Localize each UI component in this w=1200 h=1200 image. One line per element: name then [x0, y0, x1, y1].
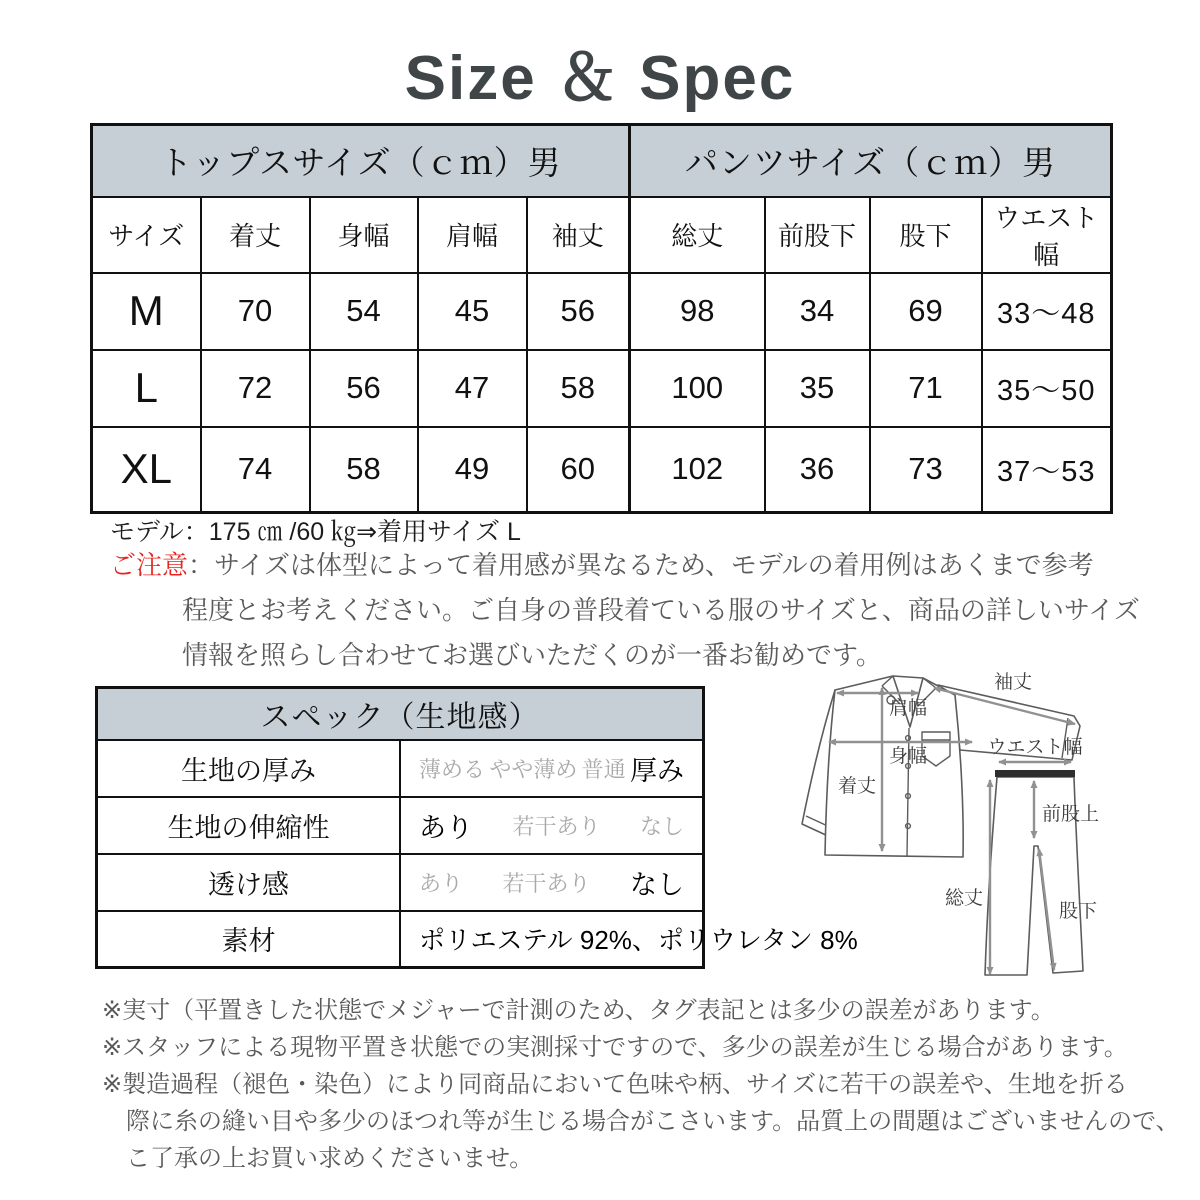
table-row-m: [92, 273, 1112, 350]
spec-row-thickness: [97, 740, 704, 797]
footnote-line: ※製造過程（褪色・染色）により同商品において色味や柄、サイズに若干の誤差や、生地を折る: [102, 1071, 1128, 1098]
model-note-label: モデル：: [110, 518, 209, 546]
measurement-diagram: [742, 652, 1162, 992]
value-cell: 69: [870, 273, 982, 350]
size-cell: XL: [92, 427, 201, 513]
col-header-waist: ウエスト幅: [982, 197, 1112, 273]
spec-option: 若干あり: [512, 813, 601, 839]
page-title: Size ＆ Spec: [404, 44, 796, 113]
spec-label: 生地の厚み: [97, 740, 401, 797]
total-length-label: 総丈: [944, 888, 983, 909]
spec-option-selected: あり: [419, 812, 473, 843]
table-row-l: [92, 350, 1112, 427]
value-cell: 49: [418, 427, 527, 513]
spec-option: なし: [639, 813, 684, 839]
body-width-label: 身幅: [889, 746, 928, 767]
value-cell: 73: [870, 427, 982, 513]
caution-line-2: 程度とお考えください。ご自身の普段着ている服のサイズと、商品の詳しいサイズ: [182, 595, 1140, 625]
waist-width-label: ウエスト幅: [987, 737, 1083, 758]
spec-options: [419, 863, 684, 902]
shoulder-width-label: 肩幅: [889, 698, 928, 719]
spec-label: 生地の伸縮性: [97, 797, 401, 854]
spec-options: [419, 749, 684, 788]
value-cell: 100: [630, 350, 765, 427]
col-header-front-rise: 前股下: [765, 197, 870, 273]
spec-row-material: [97, 911, 704, 968]
value-cell: 54: [310, 273, 418, 350]
col-header-size: サイズ: [92, 197, 201, 273]
spec-option: やや薄め: [489, 756, 578, 782]
group-header-pants: パンツサイズ（ｃｍ）男: [630, 125, 1112, 197]
waistband: [995, 770, 1075, 777]
size-table: [90, 123, 1113, 514]
col-header-total-length: 総丈: [630, 197, 765, 273]
spec-option: 普通: [581, 756, 626, 782]
footnote-line: ※スタッフによる現物平置き状態での実測採寸ですので、多少の誤差が生じる場合があります。: [102, 1034, 1128, 1061]
col-header-shoulder: 肩幅: [418, 197, 527, 273]
value-cell: 34: [765, 273, 870, 350]
caution-text-1: サイズは体型によって着用感が異なるため、モデルの着用例はあくまで参考: [214, 550, 1094, 580]
spec-option: 薄める: [419, 756, 486, 782]
value-cell: 33～48: [982, 273, 1112, 350]
spec-option: 若干あり: [502, 870, 591, 896]
value-cell: 71: [870, 350, 982, 427]
footnotes: [102, 998, 1180, 1183]
value-cell: 74: [201, 427, 310, 513]
spec-row-sheerness: [97, 854, 704, 911]
spec-label: 透け感: [97, 854, 401, 911]
size-cell: M: [92, 273, 201, 350]
spec-options: [419, 806, 684, 845]
value-cell: 47: [418, 350, 527, 427]
footnote-line: ※実寸（平置きした状態でメジャーで計測のため、タグ表記とは多少の誤差があります。: [102, 997, 1055, 1024]
col-header-sleeve: 袖丈: [527, 197, 630, 273]
value-cell: 70: [201, 273, 310, 350]
spec-row-stretch: [97, 797, 704, 854]
footnote-line: 際に糸の縫い目や多少のほつれ等が生じる場合がこさいます。品質上の間題はございませんので、: [126, 1108, 1180, 1135]
value-cell: 98: [630, 273, 765, 350]
spec-option-selected: なし: [630, 869, 684, 900]
model-note-text: 175 ㎝ /60 ㎏⇒着用サイズ L: [208, 518, 521, 546]
group-header-tops: トップスサイズ（ｃｍ）男: [92, 125, 630, 197]
spec-header-row: [97, 688, 704, 740]
value-cell: 60: [527, 427, 630, 513]
shirt-length-label: 着丈: [837, 776, 876, 797]
value-cell: 102: [630, 427, 765, 513]
material-value: ポリエステル 92%、ポリウレタン 8%: [419, 925, 858, 956]
col-header-inseam: 股下: [870, 197, 982, 273]
sleeve-length-label: 袖丈: [994, 672, 1033, 693]
size-table-group-header-row: [92, 125, 1112, 197]
table-row-xl: [92, 427, 1112, 513]
size-cell: L: [92, 350, 201, 427]
spec-option: あり: [419, 870, 464, 896]
caution-line-3: 情報を照らし合わせてお選びいただくのが一番お勧めです。: [182, 640, 882, 670]
caution-label: ご注意: [110, 550, 189, 580]
spec-option-selected: 厚み: [629, 755, 684, 786]
value-cell: 72: [201, 350, 310, 427]
value-cell: 58: [527, 350, 630, 427]
caution-separator: ：: [188, 550, 215, 580]
col-header-length: 着丈: [201, 197, 310, 273]
value-cell: 45: [418, 273, 527, 350]
col-header-body-width: 身幅: [310, 197, 418, 273]
size-table-column-header-row: [92, 197, 1112, 273]
value-cell: 56: [527, 273, 630, 350]
footnote-line: こ了承の上お買い求めくださいませ。: [126, 1145, 534, 1172]
front-rise-label: 前股上: [1042, 804, 1100, 825]
spec-header: スペック（生地感）: [97, 688, 704, 740]
spec-label: 素材: [97, 911, 401, 968]
value-cell: 56: [310, 350, 418, 427]
value-cell: 37～53: [982, 427, 1112, 513]
value-cell: 35～50: [982, 350, 1112, 427]
value-cell: 58: [310, 427, 418, 513]
caution-line-1: [110, 543, 1140, 588]
inseam-label: 股下: [1059, 901, 1098, 922]
value-cell: 35: [765, 350, 870, 427]
value-cell: 36: [765, 427, 870, 513]
